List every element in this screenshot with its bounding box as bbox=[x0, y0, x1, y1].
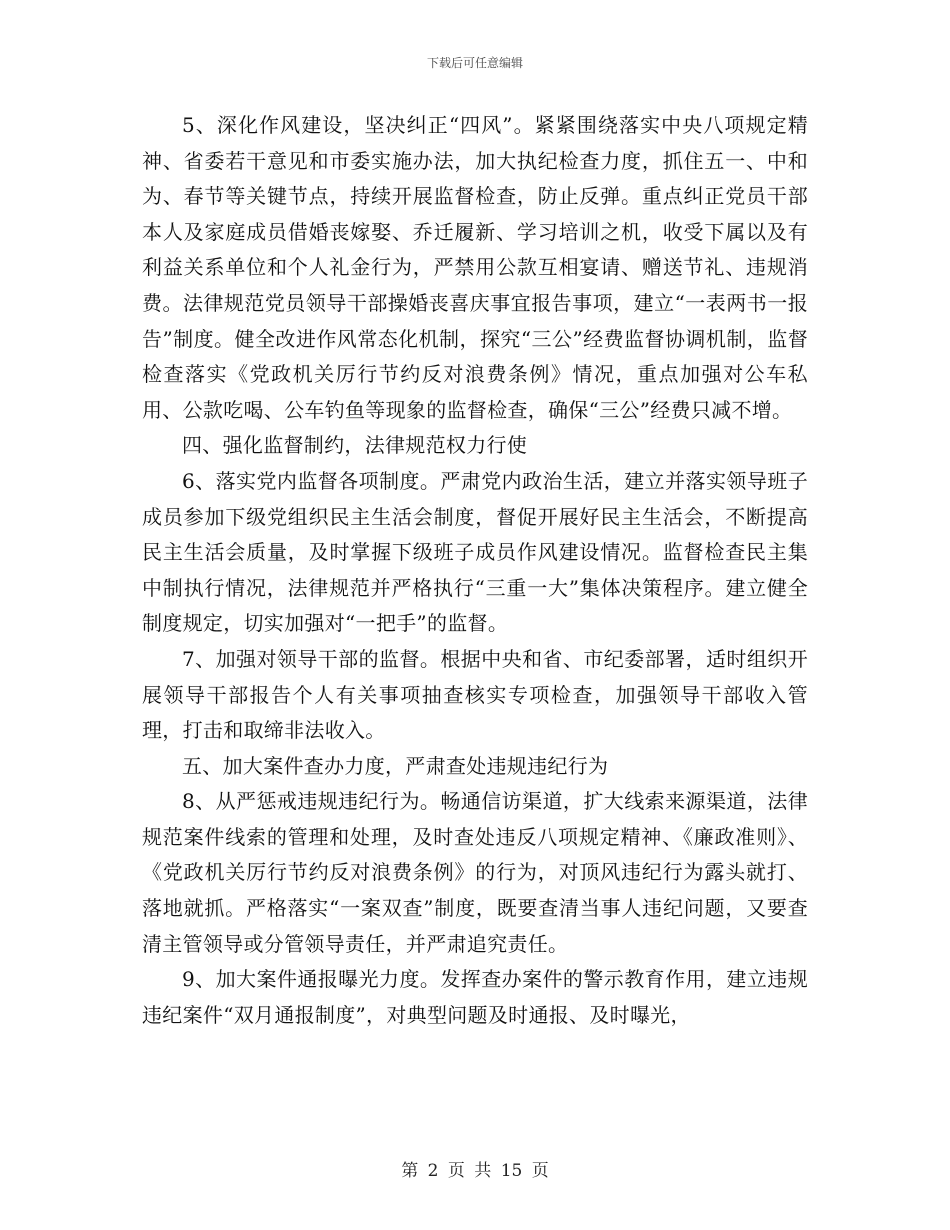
paragraph-9: 9、加大案件通报曝光力度。发挥查办案件的警示教育作用，建立违规违纪案件“双月通报制度”，对典型问题及时通报、及时曝光， bbox=[142, 967, 808, 1027]
paragraph-7: 7、加强对领导干部的监督。根据中央和省、市纪委部署，适时组织开展领导干部报告个人有关事项抽查核实专项检查，加强领导干部收入管理，打击和取缔非法收入。 bbox=[142, 646, 808, 743]
section-heading-5: 五、加大案件查办力度，严肃查处违规违纪行为 bbox=[182, 753, 609, 778]
section-heading-4: 四、强化监督制约，法律规范权力行使 bbox=[182, 433, 528, 458]
page-number-footer: 第 2 页 共 15 页 bbox=[401, 1161, 549, 1181]
paragraph-5: 5、深化作风建设，坚决纠正“四风”。紧紧围绕落实中央八项规定精神、省委若干意见和市委实施办法，加大执纪检查力度，抓住五一、中和为、春节等关键节点，持续开展监督检查，防止反弹。重点纠正党员干部本人及家庭成员借婚丧嫁娶、乔迁履新、学习培训之机，收受下属以及有利益关系单位和个人礼金行为，严禁用公款互相宴请、赠送节礼、违规消费。法律规范党员领导干部操婚丧喜庆事宜报告事项，建立“一表两书一报告”制度。健全改进作风常态化机制，探究“三公”经费监督协调机制，监督检查落实《党政机关厉行节约反对浪费条例》情况，重点加强对公车私用、公款吃喝、公车钓鱼等现象的监督检查，确保“三公”经费只减不增。 bbox=[142, 113, 808, 422]
document-body bbox=[142, 108, 808, 1033]
page-header: 下载后可任意编辑 bbox=[426, 56, 523, 70]
paragraph-8: 8、从严惩戒违规违纪行为。畅通信访渠道，扩大线索来源渠道，法律规范案件线索的管理和处理，及时查处违反八项规定精神、《廉政准则》、《党政机关厉行节约反对浪费条例》的行为，对顶风违纪行为露头就打、落地就抓。严格落实“一案双查”制度，既要查清当事人违纪问题，又要查清主管领导或分管领导责任，并严肃追究责任。 bbox=[142, 789, 808, 956]
paragraph-6: 6、落实党内监督各项制度。严肃党内政治生活，建立并落实领导班子成员参加下级党组织民主生活会制度，督促开展好民主生活会，不断提高民主生活会质量，及时掌握下级班子成员作风建设情况。监督检查民主集中制执行情况，法律规范并严格执行“三重一大”集体决策程序。建立健全制度规定，切实加强对“一把手”的监督。 bbox=[142, 468, 808, 636]
